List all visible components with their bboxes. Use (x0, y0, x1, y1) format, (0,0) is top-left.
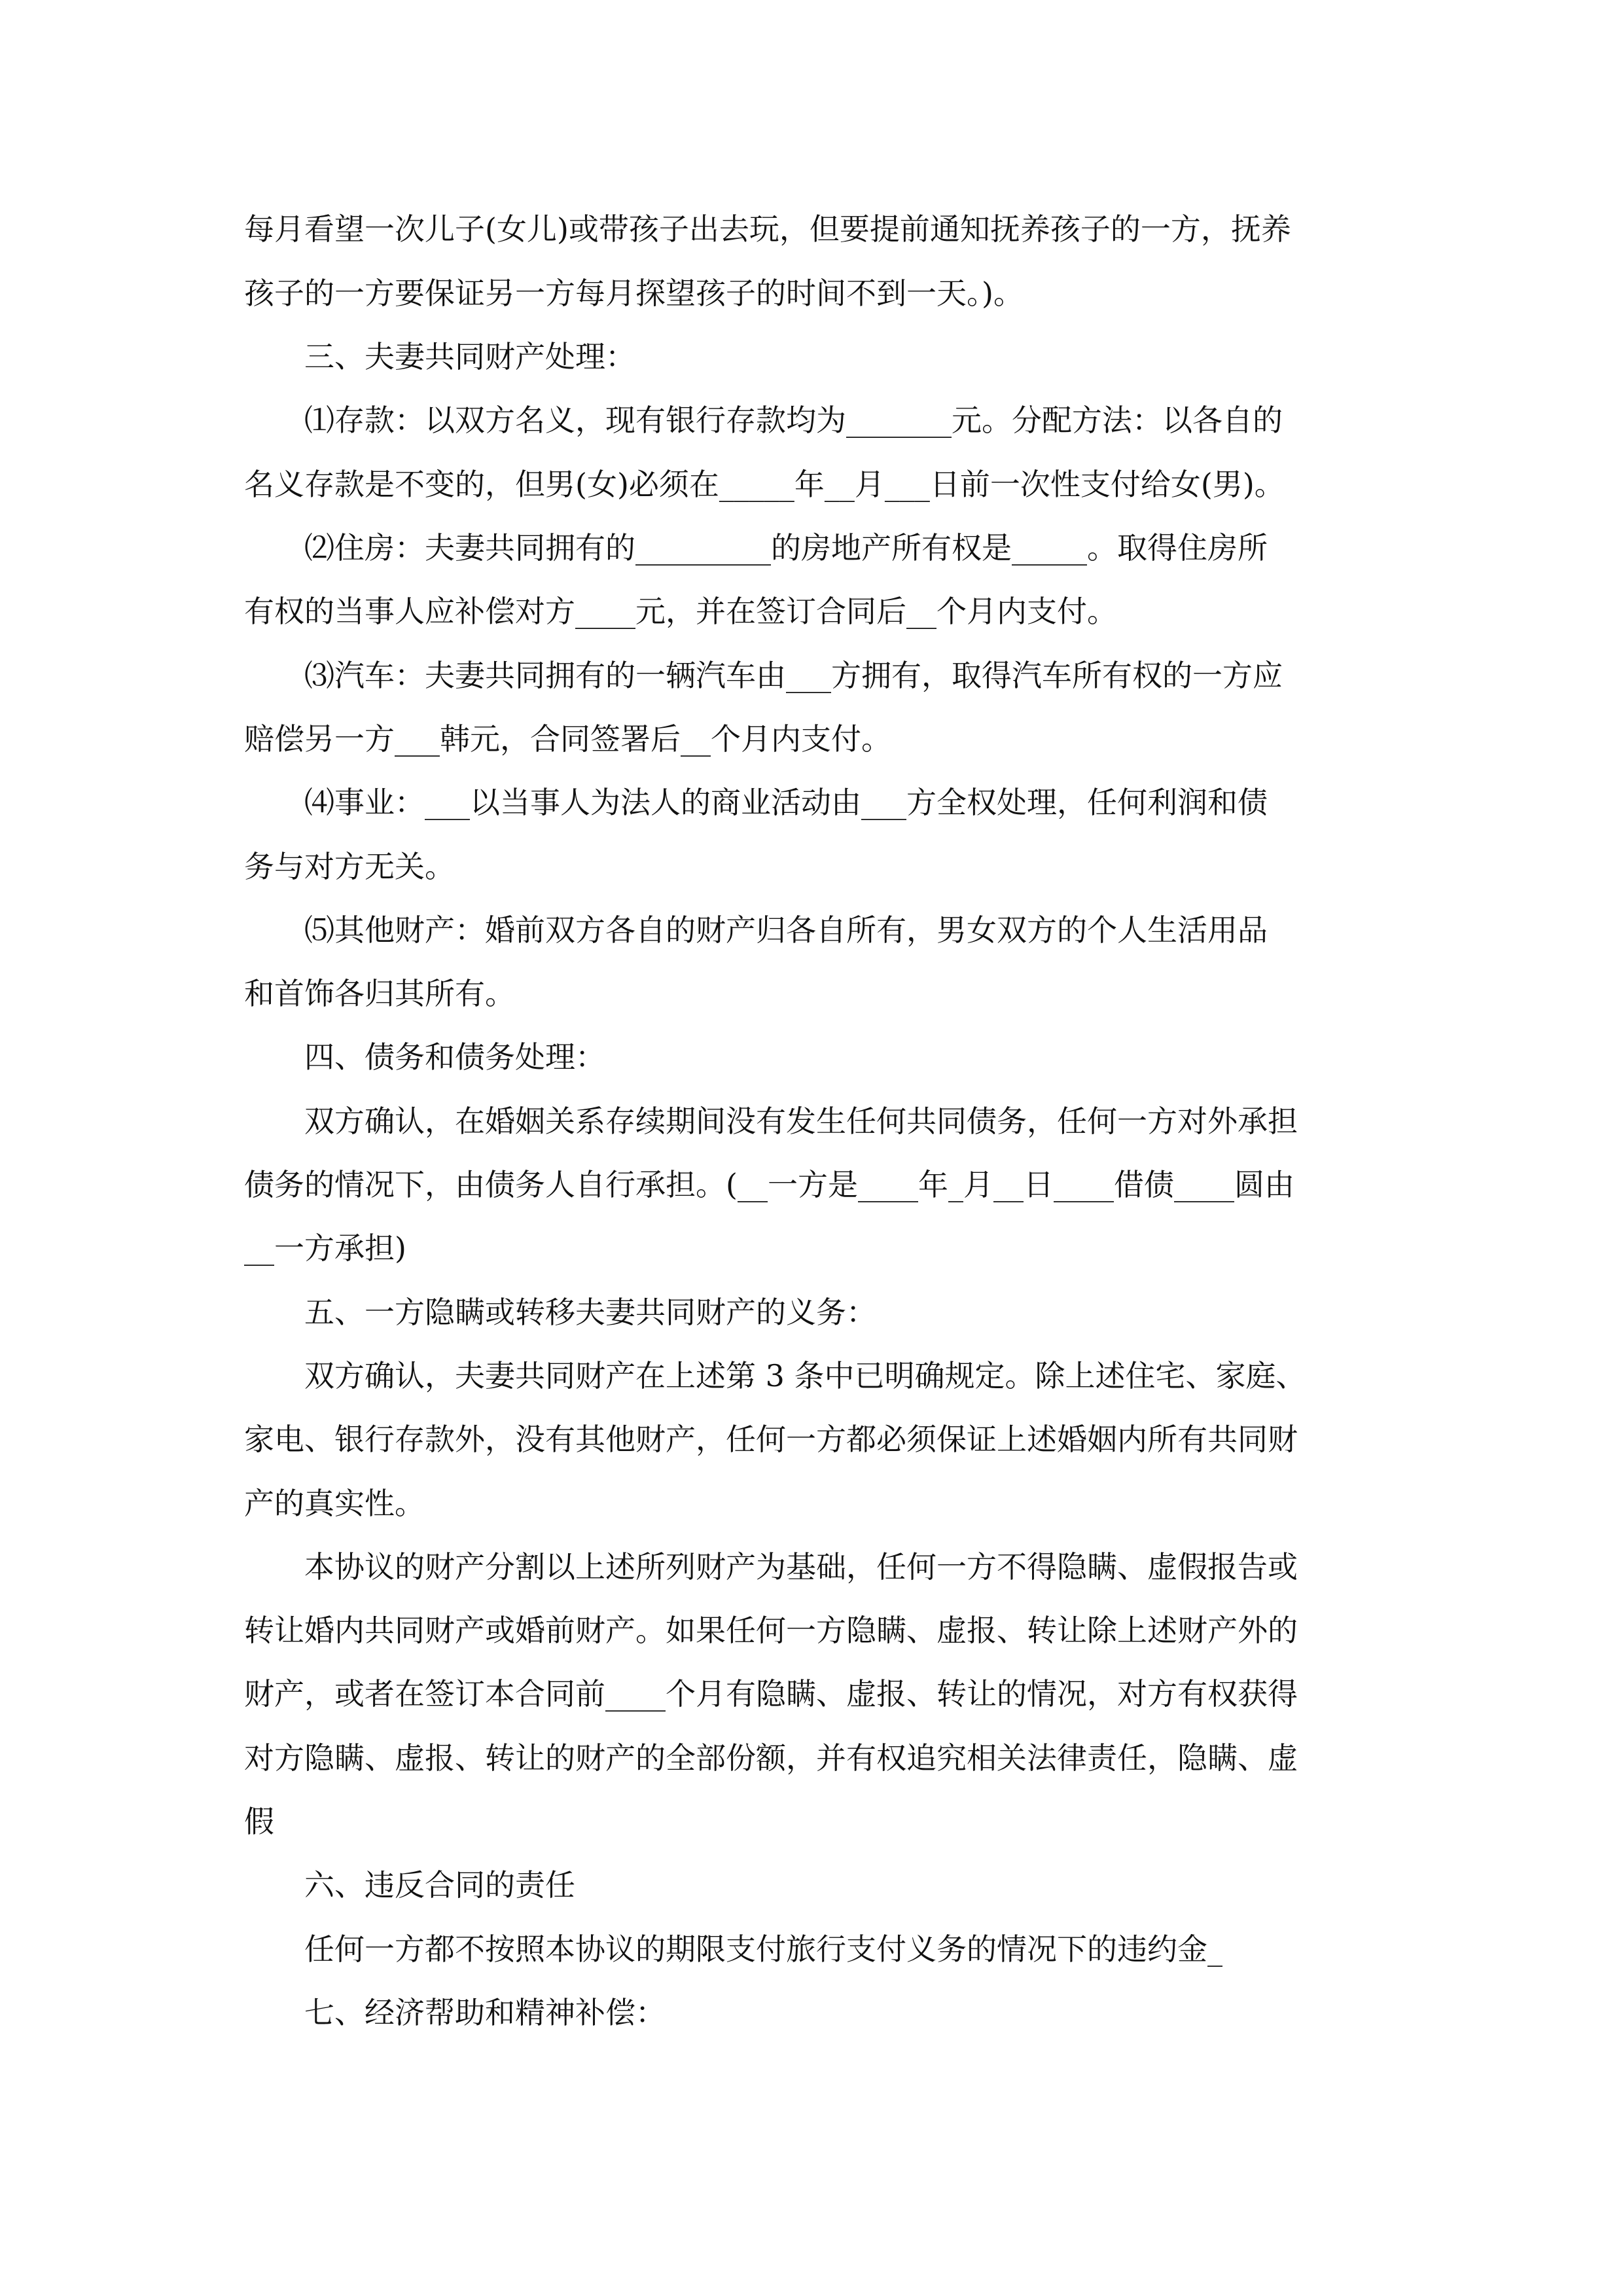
text-line: ⑷事业：___以当事人为法人的商业活动由___方全权处理，任何利润和债 (304, 785, 1268, 820)
section-heading: 五、一方隐瞒或转移夫妻共同财产的义务： (304, 1295, 876, 1330)
text-line: 名义存款是不变的，但男(女)必须在_____年__月___日前一次性支付给女(男)。 (244, 467, 1285, 502)
text-line: 对方隐瞒、虚报、转让的财产的全部份额，并有权追究相关法律责任，隐瞒、虚 (244, 1740, 1298, 1776)
text-line: 财产，或者在签订本合同前____个月有隐瞒、虚报、转让的情况，对方有权获得 (244, 1676, 1298, 1712)
text-line: 债务的情况下，由债务人自行承担。(__一方是____年_月__日____借债____圆由 (244, 1167, 1294, 1202)
text-line: 务与对方无关。 (244, 849, 455, 884)
text-line: 双方确认，夫妻共同财产在上述第 3 条中已明确规定。除上述住宅、家庭、 (304, 1358, 1306, 1393)
text-line: ⑶汽车：夫妻共同拥有的一辆汽车由___方拥有，取得汽车所有权的一方应 (304, 658, 1283, 693)
text-line: ⑸其他财产：婚前双方各自的财产归各自所有，男女双方的个人生活用品 (304, 912, 1268, 948)
text-line: 赔偿另一方___韩元，合同签署后__个月内支付。 (244, 721, 891, 757)
text-line: 每月看望一次儿子(女儿)或带孩子出去玩，但要提前通知抚养孩子的一方，抚养 (244, 211, 1291, 247)
section-heading: 七、经济帮助和精神补偿： (304, 1995, 666, 2030)
text-line: 本协议的财产分割以上述所列财产为基础，任何一方不得隐瞒、虚假报告或 (304, 1549, 1298, 1585)
text-line: ⑵住房：夫妻共同拥有的_________的房地产所有权是_____。取得住房所 (304, 530, 1268, 565)
section-heading: 六、违反合同的责任 (304, 1867, 575, 1903)
text-line: 假 (244, 1804, 274, 1839)
text-line: 双方确认，在婚姻关系存续期间没有发生任何共同债务，任何一方对外承担 (304, 1103, 1298, 1139)
text-line: 转让婚内共同财产或婚前财产。如果任何一方隐瞒、虚报、转让除上述财产外的 (244, 1613, 1298, 1648)
text-line: 有权的当事人应补偿对方____元，并在签订合同后__个月内支付。 (244, 594, 1117, 629)
text-line: 任何一方都不按照本协议的期限支付旅行支付义务的情况下的违约金_ (304, 1931, 1222, 1967)
text-line: __一方承担) (244, 1230, 406, 1266)
section-heading: 三、夫妻共同财产处理： (304, 339, 635, 374)
text-line: 产的真实性。 (244, 1486, 425, 1521)
text-line: 家电、银行存款外，没有其他财产，任何一方都必须保证上述婚姻内所有共同财 (244, 1422, 1298, 1457)
text-line: 和首饰各归其所有。 (244, 976, 515, 1011)
text-line: 孩子的一方要保证另一方每月探望孩子的时间不到一天。)。 (244, 276, 1024, 311)
text-line: ⑴存款：以双方名义，现有银行存款均为_______元。分配方法：以各自的 (304, 403, 1283, 438)
section-heading: 四、债务和债务处理： (304, 1039, 605, 1075)
